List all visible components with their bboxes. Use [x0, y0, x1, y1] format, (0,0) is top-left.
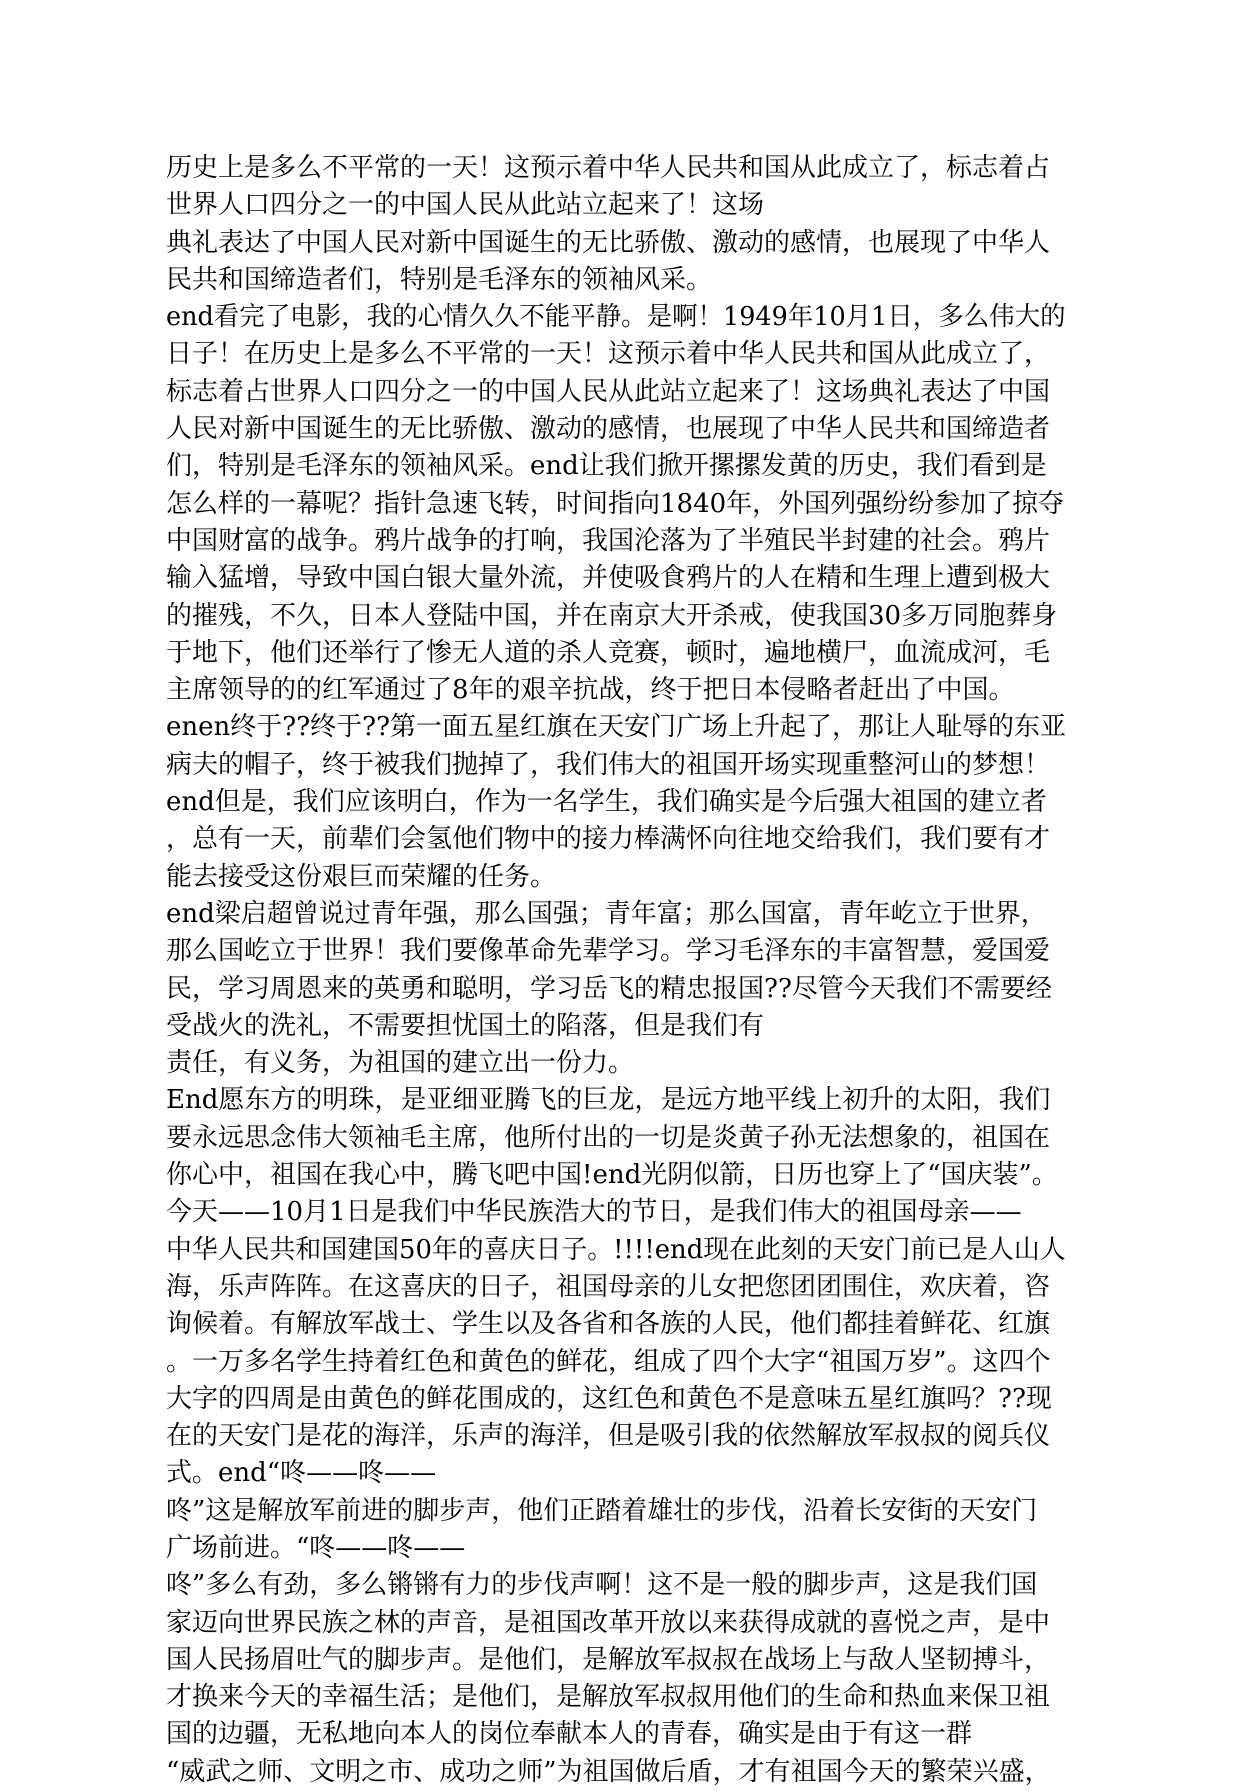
document-body [166, 150, 1066, 1791]
text-line: 要永远思念伟大领袖毛主席，他所付出的一切是炎黄子孙无法想象的，祖国在 [166, 1122, 1051, 1153]
text-line: 中国财富的战争。鸦片战争的打响，我国沦落为了半殖民半封建的社会。鸦片 [166, 525, 1051, 556]
text-line: 那么国屹立于世界！我们要像革命先辈学习。学习毛泽东的丰富智慧，爱国爱 [166, 936, 1051, 967]
text-line: 家迈向世界民族之林的声音，是祖国改革开放以来获得成就的喜悦之声，是中 [166, 1607, 1051, 1638]
text-line: 。一万多名学生持着红色和黄色的鲜花，组成了四个大字“祖国万岁”。这四个 [166, 1346, 1051, 1377]
text-line: 责任，有义务，为祖国的建立出一份力。 [166, 1048, 635, 1079]
text-line: 的摧残，不久，日本人登陆中国，并在南京大开杀戒，使我国30多万同胞葬身 [166, 600, 1058, 631]
text-line: “威武之师、文明之市、成功之师”为祖国做后盾，才有祖国今天的繁荣兴盛， [166, 1756, 1051, 1787]
text-line: 典礼表达了中国人民对新中国诞生的无比骄傲、激动的感情，也展现了中华人 [166, 227, 1051, 258]
text-line: 民，学习周恩来的英勇和聪明，学习岳飞的精忠报国??尽管今天我们不需要经 [166, 973, 1052, 1004]
text-line: 于地下，他们还举行了惨无人道的杀人竞赛，顿时，遍地横尸，血流成河，毛 [166, 637, 1051, 668]
text-line: 能去接受这份艰巨而荣耀的任务。 [166, 861, 557, 892]
text-line: end看完了电影，我的心情久久不能平静。是啊！1949年10月1日，多么伟大的 [166, 302, 1066, 333]
text-line: End愿东方的明珠，是亚细亚腾飞的巨龙，是远方地平线上初升的太阳，我们 [166, 1085, 1051, 1116]
text-line: 受战火的洗礼，不需要担忧国土的陷落，但是我们有 [166, 1010, 765, 1041]
text-line: 中华人民共和国建国50年的喜庆日子。!!!!end现在此刻的天安门前已是人山人 [166, 1234, 1066, 1265]
text-line: 国人民扬眉吐气的脚步声。是他们，是解放军叔叔在战场上与敌人坚韧搏斗， [166, 1644, 1051, 1675]
text-line: enen终于??终于??第一面五星红旗在天安门广场上升起了，那让人耻辱的东亚 [166, 712, 1067, 743]
text-line: 广场前进。“咚——咚—— [166, 1532, 466, 1563]
text-line: 海，乐声阵阵。在这喜庆的日子，祖国母亲的儿女把您团团围住，欢庆着，咨 [166, 1271, 1051, 1302]
text-line: 你心中，祖国在我心中，腾飞吧中国!end光阴似箭，日历也穿上了“国庆装”。 [166, 1160, 1058, 1191]
text-line: 在的天安门是花的海洋，乐声的海洋，但是吸引我的依然解放军叔叔的阅兵仪 [166, 1421, 1051, 1452]
text-line: 国的边疆，无私地向本人的岗位奉献本人的青春，确实是由于有这一群 [166, 1719, 973, 1750]
text-line: 病夫的帽子，终于被我们抛掉了，我们伟大的祖国开场实现重整河山的梦想！ [166, 749, 1051, 780]
text-line: 怎么样的一幕呢？指针急速飞转，时间指向1840年，外国列强纷纷参加了掠夺 [166, 488, 1065, 519]
text-line: 主席领导的的红军通过了8年的艰辛抗战，终于把日本侵略者赶出了中国。 [166, 675, 1015, 706]
text-line: end但是，我们应该明白，作为一名学生，我们确实是今后强大祖国的建立者 [166, 787, 1047, 818]
text-line: 咚”多么有劲，多么锵锵有力的步伐声啊！这不是一般的脚步声，这是我们国 [166, 1570, 1038, 1601]
text-line: 世界人口四分之一的中国人民从此站立起来了！这场 [166, 190, 765, 221]
text-line: 标志着占世界人口四分之一的中国人民从此站立起来了！这场典礼表达了中国 [166, 376, 1051, 407]
text-line: 历史上是多么不平常的一天！这预示着中华人民共和国从此成立了，标志着占 [166, 153, 1051, 183]
text-line: 们，特别是毛泽东的领袖风采。end让我们掀开摞摞发黄的历史，我们看到是 [166, 451, 1047, 482]
text-line: 才换来今天的幸福生活；是他们，是解放军叔叔用他们的生命和热血来保卫祖 [166, 1682, 1051, 1713]
text-line: 输入猛增，导致中国白银大量外流，并使吸食鸦片的人在精和生理上遭到极大 [166, 563, 1051, 594]
text-line: 询候着。有解放军战士、学生以及各省和各族的人民，他们都挂着鲜花、红旗 [166, 1309, 1051, 1340]
text-line: 今天——10月1日是我们中华民族浩大的节日，是我们伟大的祖国母亲—— [166, 1197, 1022, 1228]
text-line: 式。end“咚——咚—— [166, 1458, 437, 1489]
text-line: 民共和国缔造者们，特别是毛泽东的领袖风采。 [166, 264, 713, 295]
text-line: ，总有一天，前辈们会氢他们物中的接力棒满怀向往地交给我们，我们要有才 [166, 824, 1051, 855]
text-line: 咚”这是解放军前进的脚步声，他们正踏着雄壮的步伐，沿着长安街的天安门 [166, 1495, 1038, 1526]
text-line: 人民对新中国诞生的无比骄傲、激动的感情，也展现了中华人民共和国缔造者 [166, 414, 1051, 445]
text-line: end梁启超曾说过青年强，那么国强；青年富；那么国富，青年屹立于世界， [166, 898, 1047, 929]
text-line: 大字的四周是由黄色的鲜花围成的，这红色和黄色不是意味五星红旗吗？??现 [166, 1383, 1052, 1414]
text-line: 日子！在历史上是多么不平常的一天！这预示着中华人民共和国从此成立了， [166, 339, 1051, 370]
